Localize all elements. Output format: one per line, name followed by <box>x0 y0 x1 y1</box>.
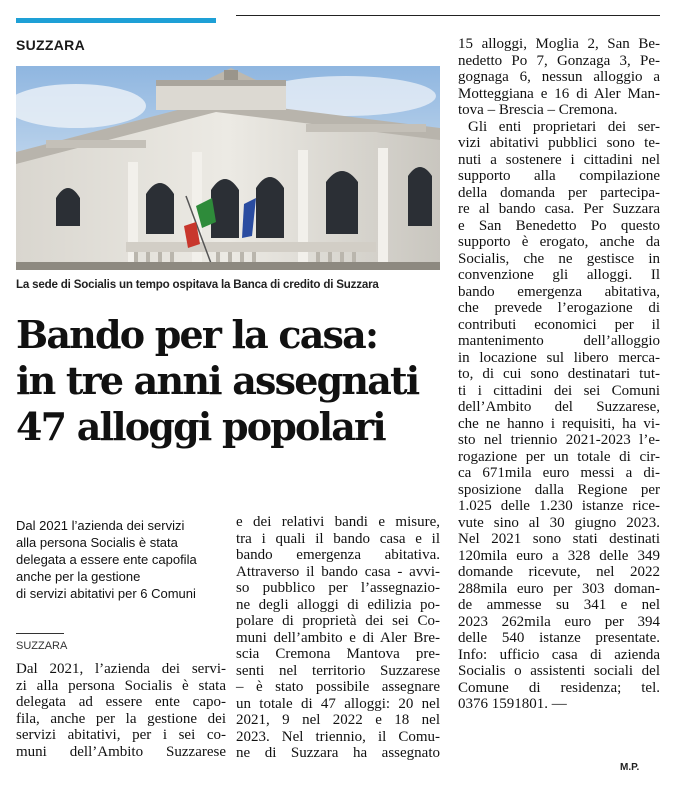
body-column-1 <box>16 661 226 760</box>
body-line: nedetto Po 7, Gonzaga 3, Pe- <box>458 52 660 69</box>
body-line: 15 alloggi, Moglia 2, San Be- <box>458 36 660 52</box>
body-line: 288mila euro per 303 doman- <box>458 580 660 597</box>
headline-line: Bando per la casa: <box>16 312 378 357</box>
body-line: 1.025 delle 1.230 istanze rice- <box>458 498 660 514</box>
body-line: supporto alla compilazione <box>458 168 660 184</box>
body-line: to, di cui sono destinatari tut- <box>458 366 660 382</box>
summary-line: alla persona Socialis è stata <box>16 535 178 550</box>
body-line: nuti a sostenere i cittadini nel <box>458 151 660 168</box>
body-line: ti i cittadini dei sei Comuni <box>458 382 660 399</box>
body-line: ca 671mila euro messi a di- <box>458 465 660 481</box>
body-line: della domanda per partecipa- <box>458 184 660 201</box>
body-column-3 <box>458 36 660 713</box>
body-line: contributi economici per il <box>458 316 660 333</box>
body-line: Dal 2021, l’azienda dei servi- <box>16 661 226 677</box>
body-line: so pubblico per l’assegnazio- <box>236 580 440 596</box>
body-line: e dei relativi bandi e misure, <box>236 514 440 530</box>
body-line: mantenimento dell’alloggio <box>458 333 660 349</box>
body-line: rogazione per un totale di cir- <box>458 448 660 465</box>
body-line: Comune di residenza; tel. <box>458 679 660 696</box>
body-line: ne di Suzzara ha assegnato <box>236 745 440 761</box>
body-line: 2023 262mila euro per 394 <box>458 613 660 630</box>
summary-line: delegata a essere ente capofila <box>16 552 197 567</box>
body-line: senti nel territorio Suzzarese <box>236 662 440 679</box>
body-line: supporto è erogato, anche da <box>458 234 660 250</box>
body-line: che ne hanno i requisiti, ha vi- <box>458 415 660 432</box>
section-label: SUZZARA <box>16 37 85 53</box>
headline-line: 47 alloggi popolari <box>16 404 385 449</box>
summary-line: anche per la gestione <box>16 569 141 584</box>
body-line: Nel 2021 sono stati destinati <box>458 531 660 547</box>
body-line: Motteggiana e 16 di Aler Man- <box>458 85 660 102</box>
summary-line: Dal 2021 l’azienda dei servizi <box>16 518 185 533</box>
headline-line: in tre anni assegnati <box>16 358 419 403</box>
body-line: sto nel triennio 2021-2023 l’e- <box>458 432 660 448</box>
body-column-2 <box>236 514 440 762</box>
author-signature: M.P. <box>620 762 640 773</box>
body-line: dell’Ambito del Suzzarese, <box>458 399 660 415</box>
body-line: muni dell’Ambito Suzzarese <box>16 743 226 760</box>
body-line: in locazione sul libero merca- <box>458 349 660 366</box>
body-line: polare di proprietà dei sei Co- <box>236 613 440 629</box>
photo-caption: La sede di Socialis un tempo ospitava la Banca di credito di Suzzara <box>16 278 379 291</box>
section-color-bar <box>16 18 216 23</box>
body-line: bando emergenza abitativa. <box>236 547 440 563</box>
summary-box <box>16 517 224 602</box>
body-line: vute sino al 30 giugno 2023. <box>458 514 660 531</box>
body-line: 0376 1591801. — <box>458 696 567 712</box>
summary-line: di servizi abitativi per 6 Comuni <box>16 586 196 601</box>
body-line: 120mila euro a 328 delle 349 <box>458 547 660 564</box>
body-line: servizi abitativi, per i sei co- <box>16 727 226 743</box>
body-line: e San Benedetto Po questo <box>458 217 660 234</box>
body-line: Info: ufficio casa di azienda <box>458 646 660 663</box>
body-line: sposizione dalla Regione per <box>458 481 660 498</box>
body-line: che prevede l’erogazione di <box>458 300 660 316</box>
body-line: Socialis o assistenti sociali del <box>458 663 660 679</box>
body-line: re al bando casa. Per Suzzara <box>458 201 660 217</box>
body-line: fila, anche per la gestione dei <box>16 710 226 727</box>
top-rule <box>236 15 660 16</box>
body-line: Gli enti proprietari dei ser- <box>468 118 660 135</box>
headline <box>16 312 444 450</box>
body-line: domande ricevute, nel 2022 <box>458 564 660 580</box>
body-line: gognaga 6, nessun alloggio a <box>458 69 660 85</box>
body-line: Socialis, che ne gestisce in <box>458 250 660 267</box>
body-line: 2023. Nel triennio, il Comu- <box>236 728 440 745</box>
body-line: zi alla persona Socialis è stata <box>16 677 226 694</box>
body-line: 2021, 9 nel 2022 e 18 nel <box>236 712 440 728</box>
byline-rule <box>16 633 64 634</box>
body-line: un totale di 47 alloggi: 20 nel <box>236 695 440 712</box>
body-line: delegata ad essere ente capo- <box>16 694 226 710</box>
body-line: ne degli alloggi di edilizia po- <box>236 596 440 613</box>
body-line: tra i quali il bando casa e il <box>236 530 440 547</box>
body-line: bando emergenza abitativa, <box>458 283 660 300</box>
building-photo <box>16 66 440 270</box>
body-line: scia Cremona Mantova pre- <box>236 646 440 662</box>
byline: SUZZARA <box>16 640 68 652</box>
body-line: – è stato possibile assegnare <box>236 679 440 695</box>
body-line: de ammesse su 341 e nel <box>458 597 660 613</box>
body-line: Attraverso il bando casa - avvi- <box>236 563 440 580</box>
body-line: tova – Brescia – Cremona. <box>458 102 618 118</box>
body-line: vizi abitativi pubblici sono te- <box>458 135 660 151</box>
body-line: convenzione gli alloggi. Il <box>458 267 660 283</box>
body-line: delle 540 istanze presentate. <box>458 630 660 646</box>
body-line: muni dell’ambito e di Aler Bre- <box>236 629 440 646</box>
